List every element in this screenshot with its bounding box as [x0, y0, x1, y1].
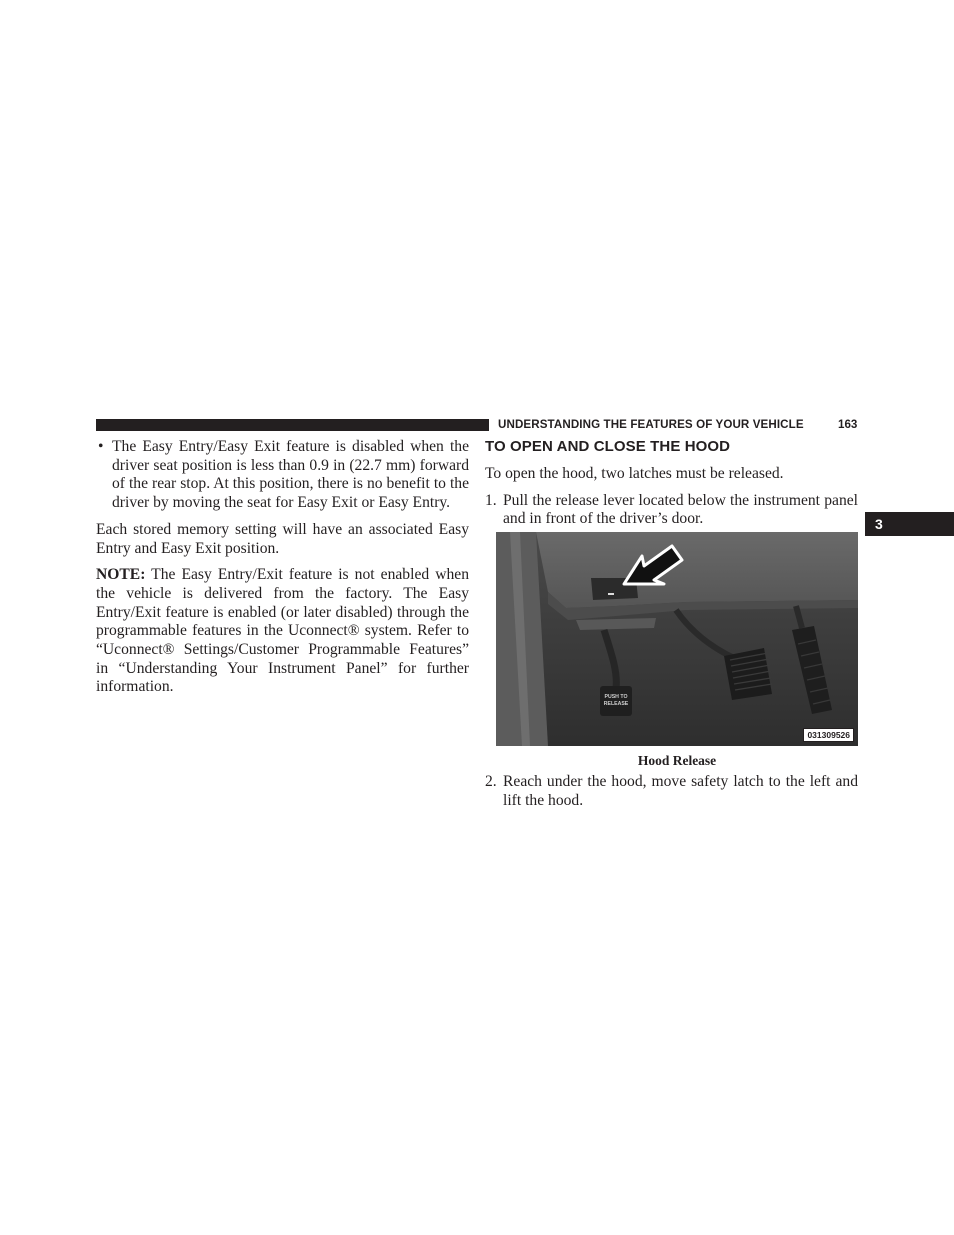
header-rule	[96, 419, 489, 431]
brake-pedal	[724, 648, 772, 700]
push-to-release-line1: PUSH TO	[604, 694, 628, 700]
hood-release-figure	[496, 532, 858, 746]
instrument-panel	[536, 532, 858, 608]
note-paragraph	[96, 566, 469, 697]
step-2-text: Reach under the hood, move safety latch to the left and lift the hood.	[503, 773, 858, 809]
step-1-text: Pull the release lever located below the instrument panel and in front of the driver’s door.	[503, 491, 858, 528]
step-1-number: 1.	[485, 491, 497, 509]
left-column	[96, 438, 469, 705]
list-item	[96, 438, 469, 513]
image-code: 031309526	[803, 728, 854, 742]
figure-caption: Hood Release	[637, 753, 717, 768]
note-text: The Easy Entry/Exit feature is not enabled when the vehicle is delivered from the factory. The Easy Entry/Exit feature is enabled (or later disabled) through the programmable features in the Uconnect® system. Refer to “Uconnect® Settings/Customer Programmable Features” in “Understanding Your Instrument Panel” for further information.	[96, 566, 469, 696]
right-column	[485, 438, 858, 537]
hood-release-illustration	[496, 532, 858, 746]
running-header-title: UNDERSTANDING THE FEATURES OF YOUR VEHICLE	[498, 418, 804, 431]
push-to-release-line2: RELEASE	[603, 701, 629, 707]
step-2-number: 2.	[485, 773, 497, 790]
step-2-item	[485, 773, 858, 810]
chapter-tab	[865, 512, 954, 536]
section-heading: TO OPEN AND CLOSE THE HOOD	[485, 438, 731, 455]
step-1	[485, 492, 858, 529]
page-number: 163	[838, 418, 858, 431]
step-2	[485, 773, 858, 818]
chapter-tab-number: 3	[875, 516, 883, 532]
intro-paragraph: To open the hood, two latches must be released.	[485, 465, 784, 482]
bullet-text: The Easy Entry/Easy Exit feature is disabled when the driver seat position is less than 0.9 in (22.7 mm) forward of the rear stop. At this position, there is no benefit to the driver by moving the seat for Easy Exit or Easy Entry.	[112, 438, 469, 512]
note-label: NOTE:	[96, 566, 146, 584]
bullet-icon: •	[98, 438, 104, 455]
memory-setting-paragraph: Each stored memory setting will have an associated Easy Entry and Easy Exit position.	[96, 520, 469, 557]
